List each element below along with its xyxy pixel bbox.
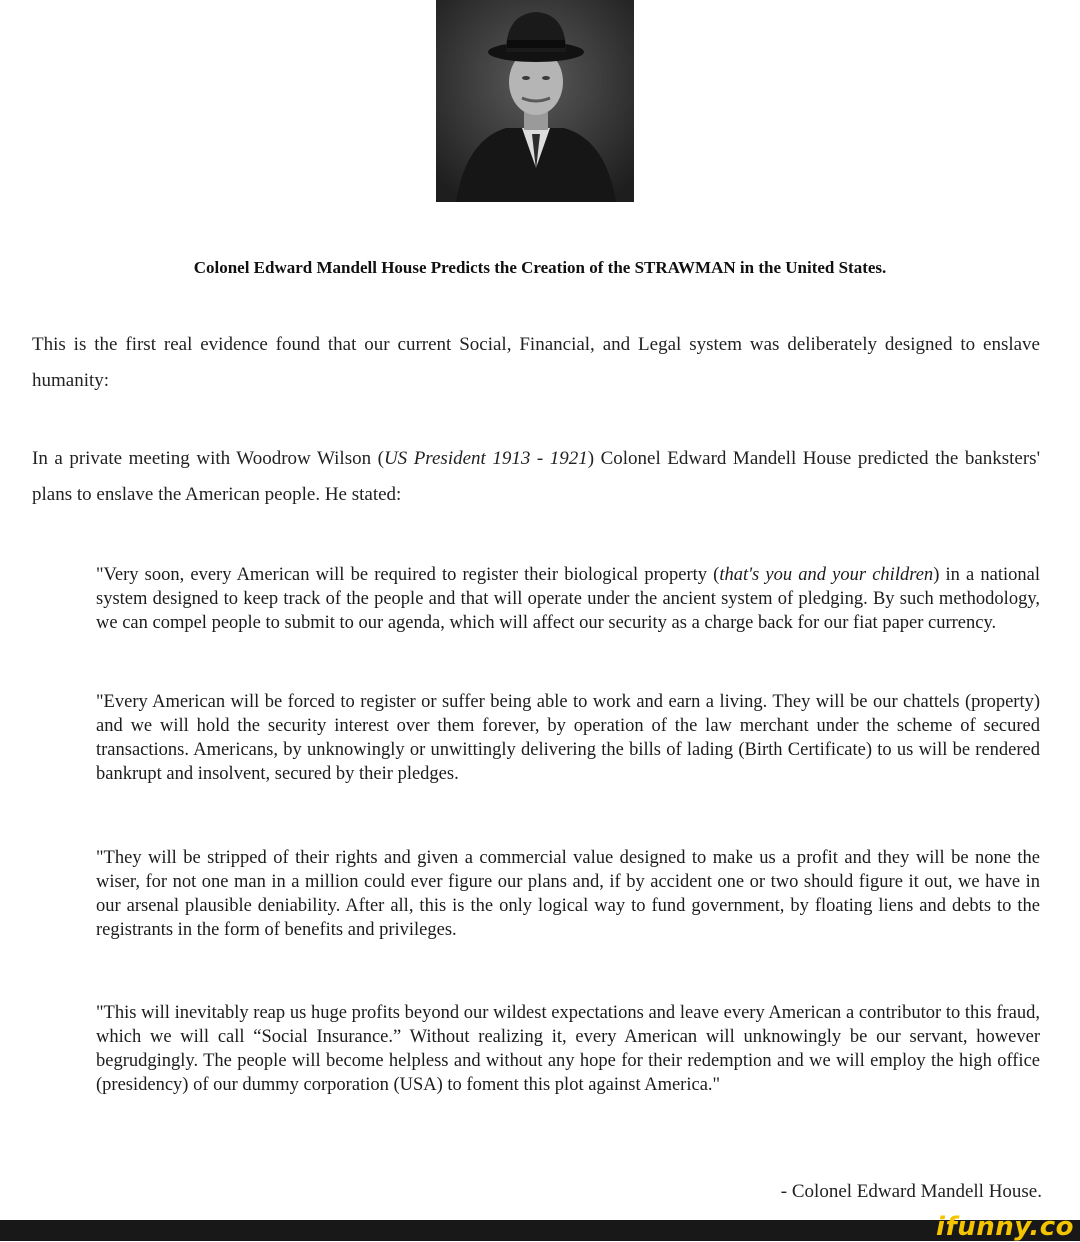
quote-text-start: "Very soon, every American will be required to register their biological property ( — [96, 565, 720, 585]
portrait-photo — [436, 0, 634, 202]
signature: - Colonel Edward Mandell House. — [780, 1181, 1042, 1202]
quote-paragraph: "Every American will be forced to register or suffer being able to work and earn a living. They will be our chattels (property) and we will hold the security interest over them forever, by operation of the law merchant under the scheme of secured transactions. Americans, by unknowingly or unwittingly delivering the bills of lading (Birth Certificate) to us will be rendered bankrupt and insolvent, secured by their pledges. — [96, 692, 1040, 784]
intro-text: This is the first real evidence found that our current Social, Financial, and Legal system was deliberately designed to enslave humanity: — [32, 334, 1040, 391]
portrait-illustration — [436, 0, 634, 202]
context-text-end: ) Colonel Edward Mandell House predicted the banksters' plans to enslave the American people. He stated: — [32, 448, 1040, 505]
quote-text-end: ) in a national system designed to keep track of the people and that will operate under the ancient system of pledging. By such methodology, we can compel people to submit to our agenda, which will affect our security as a charge back for our fiat paper currency. — [96, 565, 1040, 633]
context-text-start: In a private meeting with Woodrow Wilson ( — [32, 448, 384, 469]
watermark-logo: ifunny.co — [936, 1212, 1074, 1242]
footer-bar — [0, 1220, 1080, 1241]
page-title: Colonel Edward Mandell House Predicts the Creation of the STRAWMAN in the United States. — [193, 258, 887, 277]
quote-text-italic: that's you and your children — [719, 565, 934, 585]
quote-paragraph: "They will be stripped of their rights and given a commercial value designed to make us a profit and they will be none the wiser, for not one man in a million could ever figure our plans and, if by accident one or two should figure it out, we have in our arsenal plausible deniability. After all, this is the only logical way to fund government, by floating liens and debts to the registrants in the form of benefits and privileges. — [96, 848, 1040, 940]
context-paragraph — [32, 441, 1040, 513]
quote-paragraph — [96, 563, 1040, 635]
context-text-italic: US President 1913 - 1921 — [383, 448, 588, 469]
intro-paragraph — [32, 327, 1040, 399]
quote-paragraph: "This will inevitably reap us huge profits beyond our wildest expectations and leave every American a contributor to this fraud, which we will call “Social Insurance.” Without realizing it, every American will unknowingly be our servant, however begrudgingly. The people will become helpless and without any hope for their redemption and we will employ the high office (presidency) of our dummy corporation (USA) to foment this plot against America." — [96, 1003, 1040, 1095]
